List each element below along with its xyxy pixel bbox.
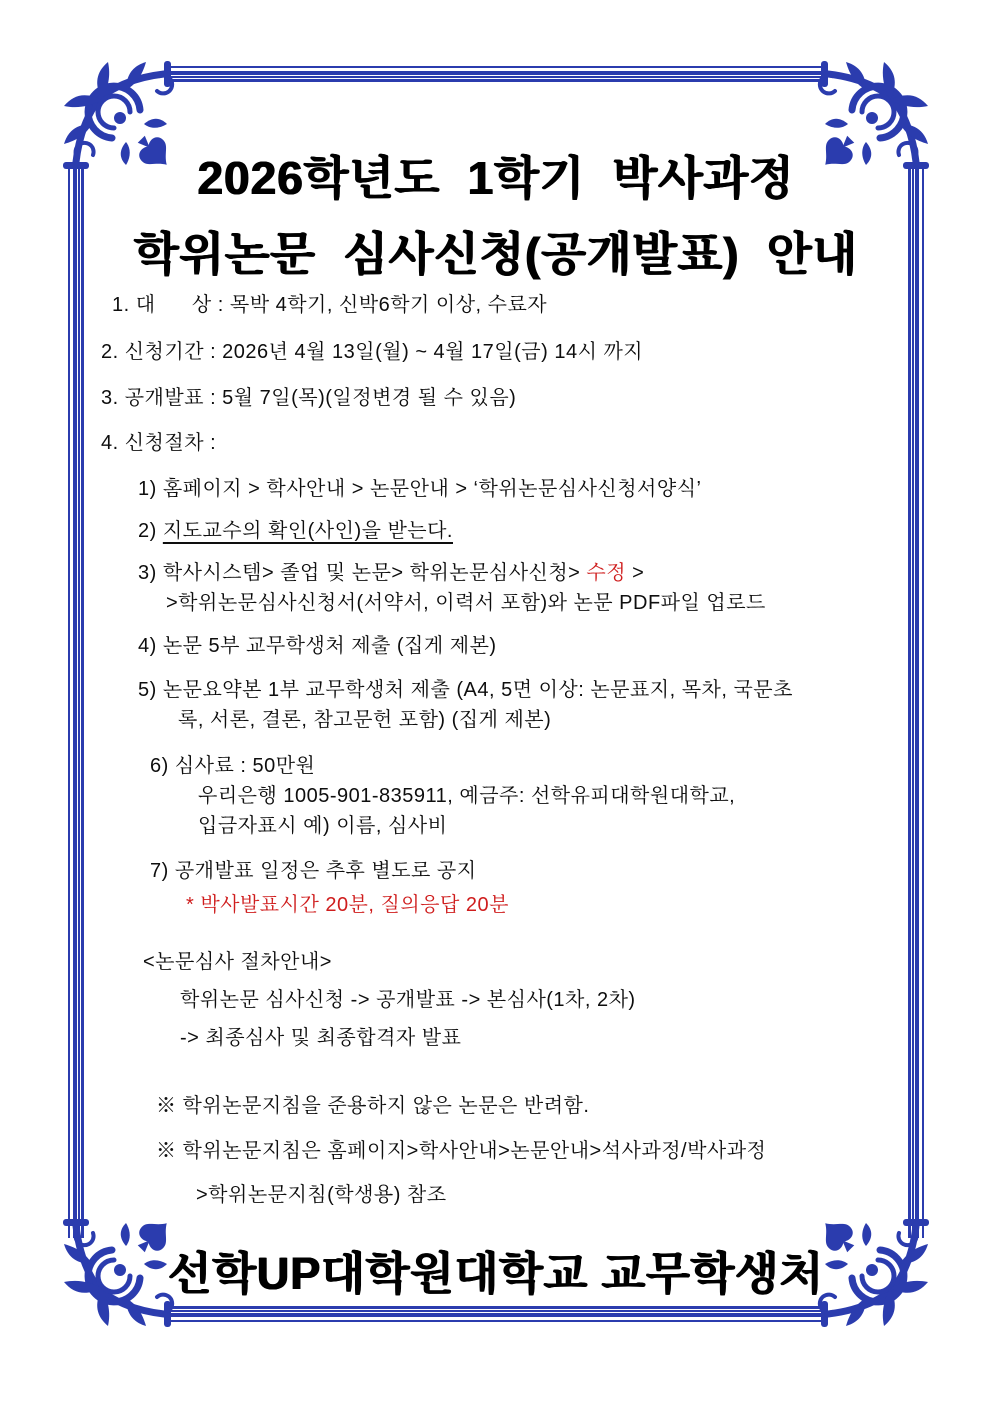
step-summary-line2: 록, 서론, 결론, 참고문헌 포함) (집게 제본) xyxy=(178,709,552,731)
step-advisor-sign-number: 2) xyxy=(138,520,163,542)
frame-border-left xyxy=(68,165,84,1238)
frame-border-bottom xyxy=(165,1306,827,1322)
item-apply-period: 2. 신청기간 : 2026년 4월 13일(월) ~ 4월 17일(금) 14시 까지 xyxy=(101,341,644,363)
procedure-flow-line2: -> 최종심사 및 최종합격자 발표 xyxy=(180,1027,462,1049)
step-system-path-line2: >학위논문심사신청서(서약서, 이력서 포함)와 논문 PDF파일 업로드 xyxy=(166,592,766,614)
step-system-path-edit-highlight: 수정 xyxy=(586,562,627,584)
item-presentation: 3. 공개발표 : 5월 7일(목)(일정변경 될 수 있음) xyxy=(101,387,517,409)
procedure-flow-line1: 학위논문 심사신청 -> 공개발표 -> 본심사(1차, 2차) xyxy=(180,989,636,1011)
step-system-path-suffix: > xyxy=(626,562,645,584)
step-submit-copies: 4) 논문 5부 교무학생처 제출 (집게 제본) xyxy=(138,635,497,657)
note-guideline-path-line2: >학위논문지침(학생용) 참조 xyxy=(196,1184,447,1206)
step-system-path xyxy=(138,561,644,585)
step-homepage-path: 1) 홈페이지 > 학사안내 > 논문안내 > ‘학위논문심사신청서양식’ xyxy=(138,478,702,500)
step-fee-deposit: 입금자표시 예) 이름, 심사비 xyxy=(198,815,448,837)
note-rejection: ※ 학위논문지침을 준용하지 않은 논문은 반려함. xyxy=(156,1095,590,1117)
procedure-heading: <논문심사 절차안내> xyxy=(143,951,332,973)
page-title-line2: 학위논문 심사신청(공개발표) 안내 xyxy=(134,228,858,280)
note-guideline-path: ※ 학위논문지침은 홈페이지>학사안내>논문안내>석사과정/박사과정 xyxy=(156,1140,767,1162)
step-system-path-text: 3) 학사시스템> 졸업 및 논문> 학위논문심사신청> xyxy=(138,562,587,584)
item-procedure: 4. 신청절차 : xyxy=(101,432,217,454)
frame-border-top xyxy=(165,66,827,82)
step-presentation-time-note: * 박사발표시간 20분, 질의응답 20분 xyxy=(186,894,509,916)
item-target: 1. 대 상 : 목박 4학기, 신박6학기 이상, 수료자 xyxy=(112,294,548,316)
step-summary-line1: 5) 논문요약본 1부 교무학생처 제출 (A4, 5면 이상: 논문표지, 목차, 국문초 xyxy=(138,679,793,701)
issuer-name: 선학UP대학원대학교 교무학생처 xyxy=(167,1248,825,1299)
step-fee-account: 우리은행 1005-901-835911, 예금주: 선학유피대학원대학교, xyxy=(198,785,736,807)
frame-border-right xyxy=(908,165,924,1238)
step-advisor-sign-text: 지도교수의 확인(사인)을 받는다. xyxy=(162,520,453,542)
step-fee: 6) 심사료 : 50만원 xyxy=(150,755,316,777)
step-advisor-sign xyxy=(138,519,453,543)
step-schedule-notice: 7) 공개발표 일정은 추후 별도로 공지 xyxy=(150,860,477,882)
page-title-line1: 2026학년도 1학기 박사과정 xyxy=(197,152,795,204)
